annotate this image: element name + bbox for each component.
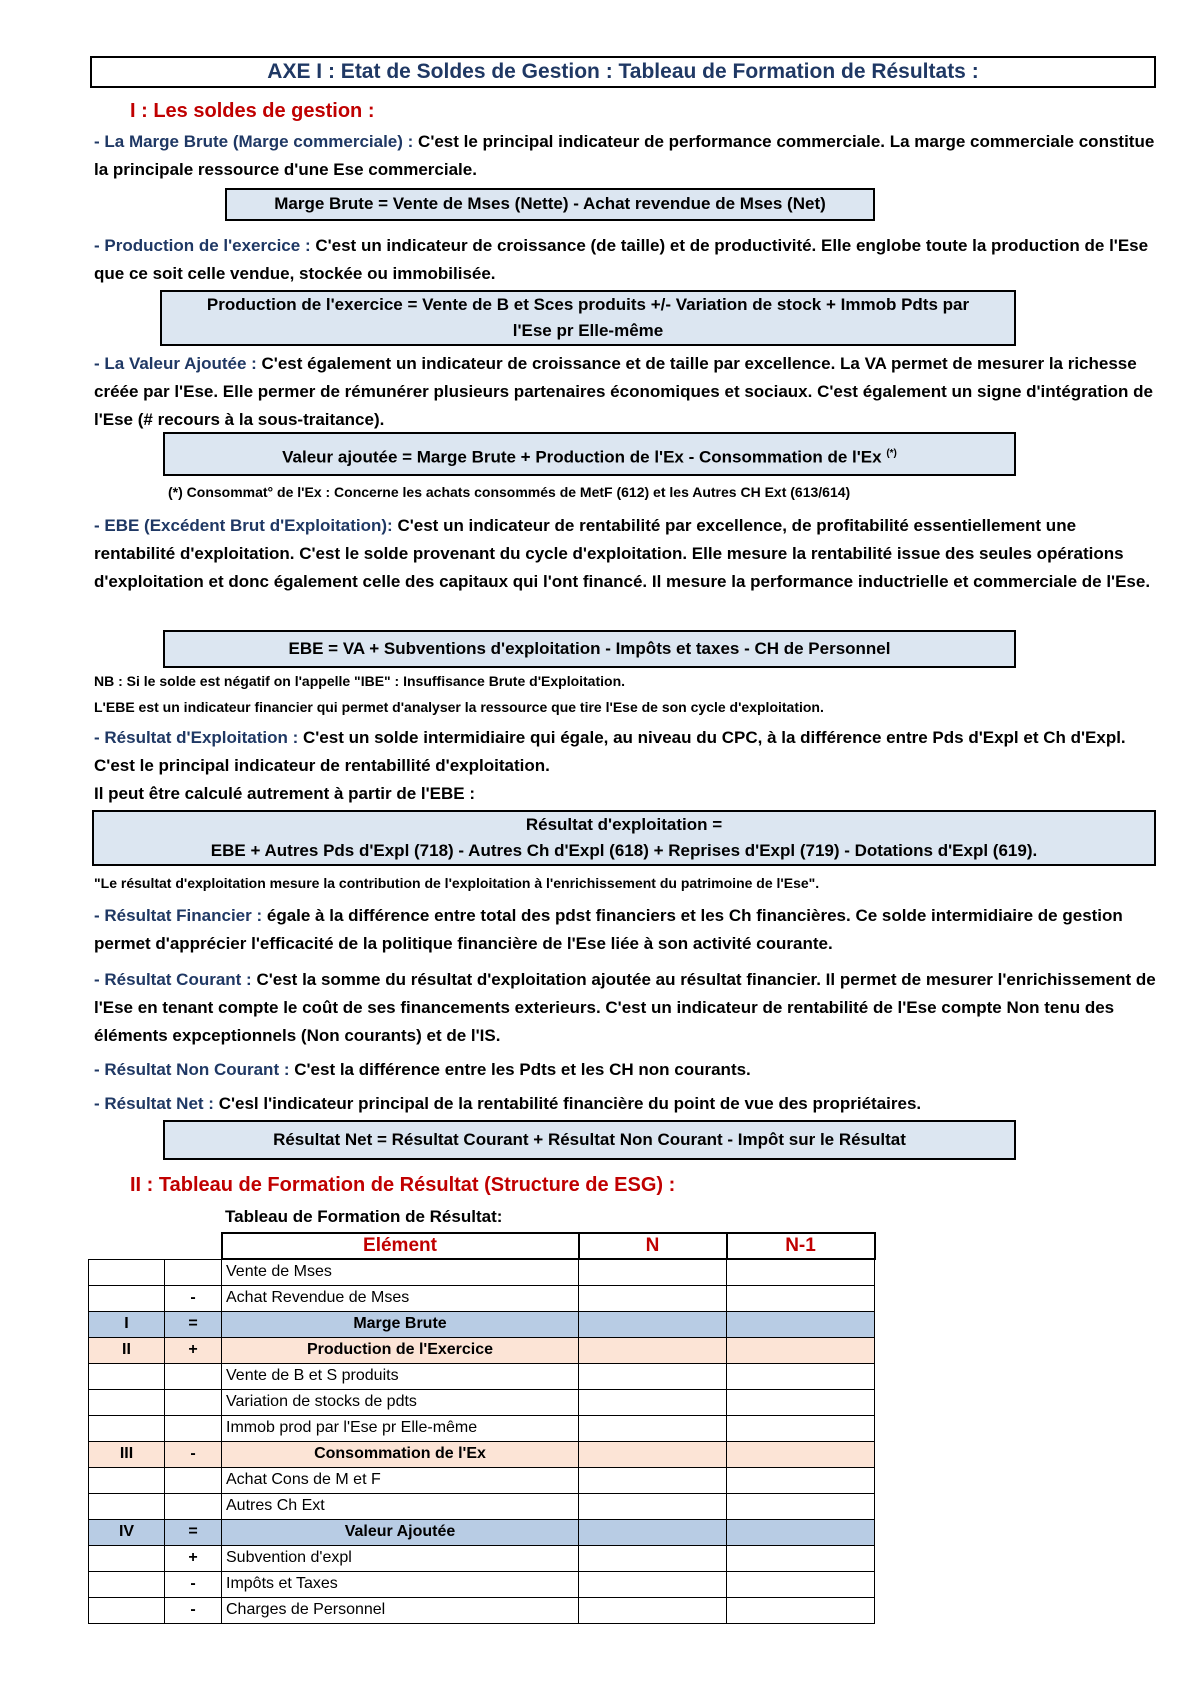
term-resultat-financier: - Résultat Financier : [94, 906, 263, 925]
formula-rex-line2: EBE + Autres Pds d'Expl (718) - Autres Ch d'Expl (618) + Reprises d'Expl (719) - Dotations d'Expl (619). [210, 841, 1038, 860]
table-row [89, 1597, 875, 1623]
formula-ebe: EBE = VA + Subventions d'exploitation - Impôts et taxes - CH de Personnel [163, 630, 1016, 668]
row-number [89, 1467, 165, 1493]
row-value-n-1 [727, 1285, 875, 1311]
table-header-row [89, 1233, 875, 1259]
row-label: Achat Revendue de Mses [222, 1285, 579, 1311]
text-resultat-non-courant: C'est la différence entre les Pdts et les CH non courants. [289, 1060, 751, 1079]
formula-resultat-net: Résultat Net = Résultat Courant + Résultat Non Courant - Impôt sur le Résultat [163, 1120, 1016, 1160]
text-resultat-net: C'esl l'indicateur principal de la rentabilité financière du point de vue des propriétaires. [213, 1094, 922, 1113]
term-production: - Production de l'exercice : [94, 236, 311, 255]
row-label: Vente de Mses [222, 1259, 579, 1285]
table-row [89, 1467, 875, 1493]
row-number: II [89, 1337, 165, 1363]
row-number [89, 1389, 165, 1415]
row-value-n [579, 1259, 727, 1285]
row-operator: - [165, 1571, 222, 1597]
note-consommation-label: (*) Consommat° de l'Ex : [168, 484, 331, 500]
section-2-title: II : Tableau de Formation de Résultat (Structure de ESG) : [130, 1174, 676, 1196]
table-row [89, 1285, 875, 1311]
table-row [89, 1389, 875, 1415]
text-resultat-exploitation: C'est un solde intermidiaire qui égale, au niveau du CPC, à la différence entre Pds d'Expl et Ch d'Expl. C'est le principal indicateur de rentabillité d'exploitation. [94, 728, 1126, 775]
table-row [89, 1545, 875, 1571]
table-row [89, 1259, 875, 1285]
formula-marge-brute: Marge Brute = Vente de Mses (Nette) - Achat revendue de Mses (Net) [225, 188, 875, 221]
text-production: C'est un indicateur de croissance (de taille) et de productivité. Elle englobe toute la production de l'Ese que ce soit celle vendue, stockée ou immobilisée. [94, 236, 1149, 283]
paragraph-production [94, 232, 1160, 288]
row-label: Consommation de l'Ex [222, 1441, 579, 1467]
table-row [89, 1363, 875, 1389]
text-resultat-financier: égale à la différence entre total des pdst financiers et les Ch financières. Ce solde intermidiaire de gestion permet d'apprécier l'efficacité de la politique financière de l'Ese liée à son activité courante. [94, 906, 1123, 953]
quote-resultat-exploitation: "Le résultat d'exploitation mesure la contribution de l'exploitation à l'enrichissement du patrimoine de l'Ese". [94, 875, 820, 891]
text-marge-brute: C'est le principal indicateur de performance commerciale. La marge commerciale constitue la principale ressource d'une Ese commerciale. [94, 132, 1155, 179]
table-row [89, 1337, 875, 1363]
note-consommation [168, 482, 850, 502]
row-label: Marge Brute [222, 1311, 579, 1337]
formula-production-line1: Production de l'exercice = Vente de B et Sces produits +/- Variation de stock + Immob Pdts par [206, 295, 970, 314]
row-value-n-1 [727, 1337, 875, 1363]
note-ebe-indicateur: L'EBE est un indicateur financier qui permet d'analyser la ressource que tire l'Ese de son cycle d'exploitation. [94, 699, 824, 715]
row-operator [165, 1363, 222, 1389]
row-value-n-1 [727, 1545, 875, 1571]
term-resultat-exploitation: - Résultat d'Exploitation : [94, 728, 299, 747]
row-operator: - [165, 1441, 222, 1467]
header-n-1: N-1 [727, 1233, 875, 1259]
row-number [89, 1363, 165, 1389]
row-value-n-1 [727, 1415, 875, 1441]
row-number: I [89, 1311, 165, 1337]
row-value-n-1 [727, 1363, 875, 1389]
table-row [89, 1571, 875, 1597]
formula-va-sup: (*) [886, 448, 897, 459]
row-value-n [579, 1571, 727, 1597]
formula-resultat-exploitation [92, 810, 1156, 866]
table-row [89, 1311, 875, 1337]
paragraph-ebe [94, 512, 1160, 596]
row-number [89, 1571, 165, 1597]
paragraph-resultat-net [94, 1090, 1160, 1118]
note-nb-label: NB : [94, 673, 123, 689]
term-valeur-ajoutee: - La Valeur Ajoutée : [94, 354, 257, 373]
row-value-n-1 [727, 1441, 875, 1467]
row-value-n [579, 1493, 727, 1519]
row-label: Valeur Ajoutée [222, 1519, 579, 1545]
row-operator [165, 1467, 222, 1493]
row-operator [165, 1389, 222, 1415]
row-value-n [579, 1363, 727, 1389]
text-ebe: C'est un indicateur de rentabilité par excellence, de profitabilité essentiellement une rentabilité d'exploitation. C'est le solde provenant du cycle d'exploitation. Elle mesure la rentabilité issue des seules opérations d'exploitation et donc également celle des capitaux qui l'ont financé. Il mesure la performance inductrielle et commerciale de l'Ese. [94, 516, 1151, 591]
row-operator: + [165, 1545, 222, 1571]
row-label: Vente de B et S produits [222, 1363, 579, 1389]
row-value-n-1 [727, 1259, 875, 1285]
row-operator: = [165, 1519, 222, 1545]
row-number: III [89, 1441, 165, 1467]
row-value-n [579, 1441, 727, 1467]
formula-va-text: Valeur ajoutée = Marge Brute + Production de l'Ex - Consommation de l'Ex [282, 447, 882, 467]
table-row [89, 1415, 875, 1441]
row-number [89, 1415, 165, 1441]
row-number: IV [89, 1519, 165, 1545]
row-number [89, 1285, 165, 1311]
formula-rex-line1: Résultat d'exploitation = [525, 815, 723, 834]
row-value-n-1 [727, 1311, 875, 1337]
row-operator: = [165, 1311, 222, 1337]
row-value-n-1 [727, 1597, 875, 1623]
paragraph-resultat-financier [94, 902, 1160, 958]
table-row [89, 1441, 875, 1467]
paragraph-valeur-ajoutee [94, 350, 1160, 434]
formula-production-line2: l'Ese pr Elle-même [512, 321, 664, 340]
row-operator [165, 1259, 222, 1285]
row-operator [165, 1415, 222, 1441]
row-label: Immob prod par l'Ese pr Elle-même [222, 1415, 579, 1441]
text-resultat-courant: C'est la somme du résultat d'exploitation ajoutée au résultat financier. Il permet de mesurer l'enrichissement de l'Ese en tenant compte le coût de ses financements exterieurs. C'est un indicateur de rentabilité de l'Ese compte Non tenu des éléments expceptionnels (Non courants) et de l'IS. [94, 970, 1156, 1045]
row-value-n [579, 1519, 727, 1545]
row-operator [165, 1493, 222, 1519]
row-value-n [579, 1415, 727, 1441]
note-nb-ibe [94, 671, 625, 691]
row-operator: + [165, 1337, 222, 1363]
row-value-n-1 [727, 1519, 875, 1545]
table-body [89, 1259, 875, 1623]
row-label: Subvention d'expl [222, 1545, 579, 1571]
section-1-title: I : Les soldes de gestion : [130, 100, 375, 122]
row-number [89, 1545, 165, 1571]
row-operator: - [165, 1285, 222, 1311]
formula-production [160, 290, 1016, 346]
row-value-n [579, 1597, 727, 1623]
row-value-n [579, 1389, 727, 1415]
paragraph-resultat-exploitation [94, 724, 1160, 780]
row-value-n [579, 1467, 727, 1493]
note-nb-text: Si le solde est négatif on l'appelle "IBE" : Insuffisance Brute d'Exploitation. [122, 673, 626, 689]
row-number [89, 1597, 165, 1623]
text-resultat-exploitation-2: Il peut être calculé autrement à partir de l'EBE : [94, 784, 475, 803]
header-element: Elément [222, 1233, 579, 1259]
paragraph-marge-brute [94, 128, 1160, 184]
paragraph-resultat-non-courant [94, 1056, 1160, 1084]
row-value-n-1 [727, 1493, 875, 1519]
tfr-table [88, 1232, 876, 1624]
paragraph-resultat-courant [94, 966, 1160, 1050]
formula-valeur-ajoutee [163, 432, 1016, 476]
row-value-n [579, 1285, 727, 1311]
row-number [89, 1259, 165, 1285]
row-operator: - [165, 1597, 222, 1623]
row-value-n-1 [727, 1571, 875, 1597]
table-caption: Tableau de Formation de Résultat: [225, 1207, 503, 1226]
page-title: AXE I : Etat de Soldes de Gestion : Tableau de Formation de Résultats : [90, 56, 1156, 88]
header-blank-1 [89, 1233, 165, 1259]
term-ebe: - EBE (Excédent Brut d'Exploitation): [94, 516, 393, 535]
term-resultat-courant: - Résultat Courant : [94, 970, 252, 989]
term-marge-brute: - La Marge Brute (Marge commerciale) : [94, 132, 414, 151]
row-number [89, 1493, 165, 1519]
note-consommation-text: Concerne les achats consommés de MetF (612) et les Autres CH Ext (613/614) [330, 484, 851, 500]
row-value-n [579, 1545, 727, 1571]
row-value-n [579, 1337, 727, 1363]
row-value-n-1 [727, 1389, 875, 1415]
term-resultat-non-courant: - Résultat Non Courant : [94, 1060, 290, 1079]
row-value-n-1 [727, 1467, 875, 1493]
table-row [89, 1493, 875, 1519]
row-label: Impôts et Taxes [222, 1571, 579, 1597]
row-label: Autres Ch Ext [222, 1493, 579, 1519]
header-blank-2 [165, 1233, 222, 1259]
table-row [89, 1519, 875, 1545]
row-label: Achat Cons de M et F [222, 1467, 579, 1493]
text-valeur-ajoutee: C'est également un indicateur de croissance et de taille par excellence. La VA permet de mesurer la richesse créée par l'Ese. Elle permer de rémunérer plusieurs partenaires économiques et sociaux. C'est également un signe d'intégration de l'Ese (# recours à la sous-traitance). [94, 354, 1153, 429]
term-resultat-net: - Résultat Net : [94, 1094, 214, 1113]
header-n: N [579, 1233, 727, 1259]
row-value-n [579, 1311, 727, 1337]
row-label: Production de l'Exercice [222, 1337, 579, 1363]
row-label: Variation de stocks de pdts [222, 1389, 579, 1415]
row-label: Charges de Personnel [222, 1597, 579, 1623]
